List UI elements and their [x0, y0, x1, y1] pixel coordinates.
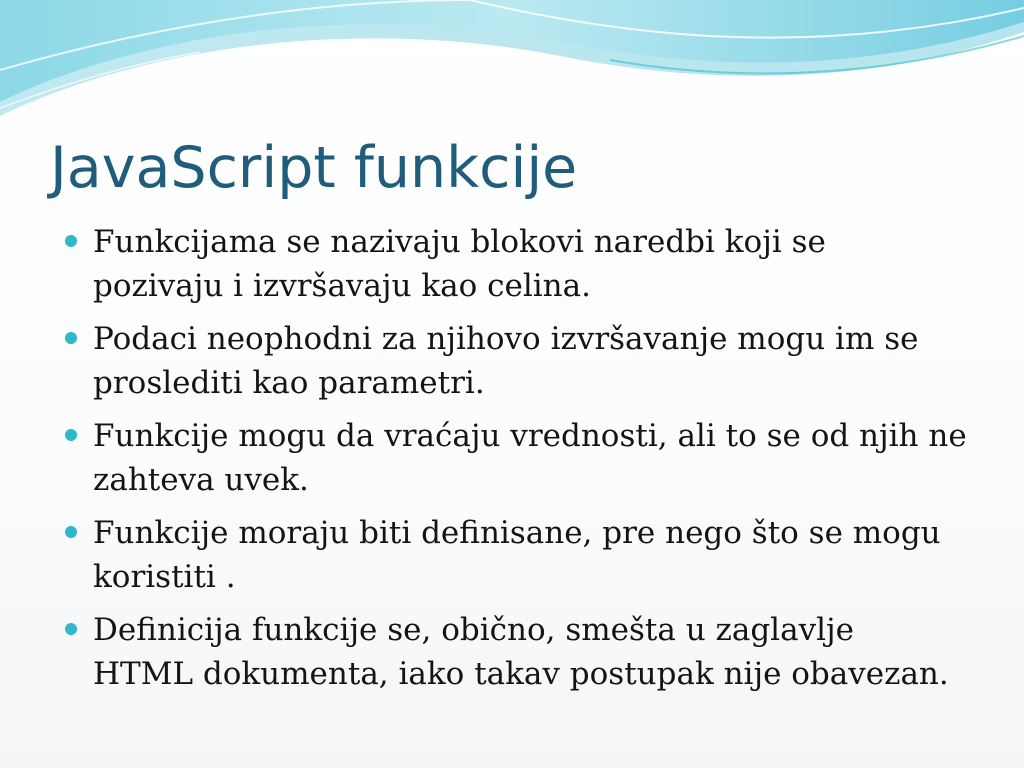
bullet-list [64, 220, 969, 705]
bullet-dot-icon [65, 235, 77, 247]
bullet-item [64, 220, 969, 308]
bullet-dot-icon [65, 623, 77, 635]
bullet-line: pozivaju i izvršavaju kao celina. [93, 268, 591, 304]
bullet-line: HTML dokumenta, iako takav postupak nije obavezan. [93, 656, 949, 692]
bullet-line: Funkcijama se nazivaju blokovi naredbi koji se [93, 224, 826, 260]
bullet-line: proslediti kao parametri. [93, 365, 485, 401]
bullet-item [64, 511, 969, 599]
slide-title: JavaScript funkcije [50, 135, 578, 201]
bullet-line: Definicija funkcije se, obično, smešta u zaglavlje [93, 612, 854, 648]
bullet-line: zahteva uvek. [93, 462, 309, 498]
bullet-line: Funkcije moraju biti definisane, pre nego što se mogu [93, 515, 941, 551]
bullet-dot-icon [65, 526, 77, 538]
bullet-line: Funkcije mogu da vraćaju vrednosti, ali to se od njih ne [93, 418, 967, 454]
bullet-dot-icon [65, 332, 77, 344]
bullet-item [64, 317, 969, 405]
bullet-item [64, 414, 969, 502]
bullet-dot-icon [65, 429, 77, 441]
header-wave-decoration [0, 0, 1024, 140]
bullet-line: koristiti . [93, 559, 236, 595]
bullet-line: Podaci neophodni za njihovo izvršavanje mogu im se [93, 321, 919, 357]
bullet-item [64, 608, 969, 696]
